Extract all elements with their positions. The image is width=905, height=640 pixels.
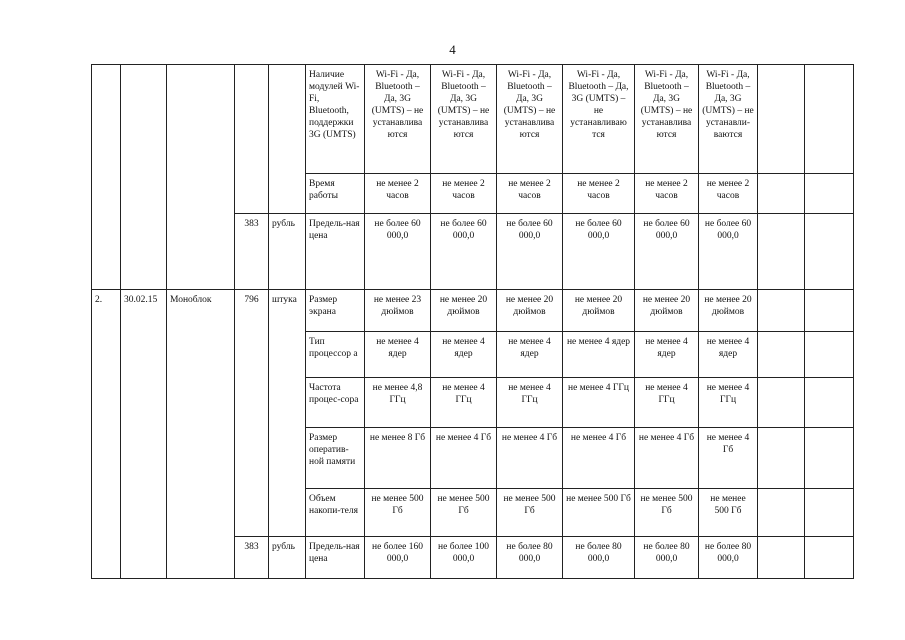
characteristic-name: Объем накопи-теля (306, 489, 365, 537)
empty-cell (805, 332, 854, 378)
value-cell: Wi-Fi - Да, Bluetooth – Да, 3G (UMTS) – не устанавливаю тся (563, 65, 635, 174)
value-cell: не менее 2 часов (431, 174, 497, 214)
item-number-cell (92, 65, 121, 290)
value-cell: не менее 20 дюймов (431, 290, 497, 332)
value-cell: не менее 4 ГГц (497, 378, 563, 428)
value-cell: не более 60 000,0 (699, 214, 758, 290)
empty-cell (805, 378, 854, 428)
okpd-code: 30.02.15 (121, 290, 167, 579)
value-cell: не более 60 000,0 (563, 214, 635, 290)
value-cell: не менее 4 ядер (635, 332, 699, 378)
value-cell: Wi-Fi - Да, Bluetooth – Да, 3G (UMTS) – не устанавлива ются (365, 65, 431, 174)
value-cell: не более 100 000,0 (431, 537, 497, 579)
empty-cell (758, 290, 805, 332)
value-cell: не менее 4 Гб (431, 428, 497, 489)
value-cell: не менее 500 Гб (699, 489, 758, 537)
value-cell: Wi-Fi - Да, Bluetooth – Да, 3G (UMTS) – не устанавлива ются (431, 65, 497, 174)
unit-name: рубль (269, 214, 306, 290)
characteristic-name: Тип процессор а (306, 332, 365, 378)
characteristic-name: Размер оператив-ной памяти (306, 428, 365, 489)
value-cell: не более 80 000,0 (699, 537, 758, 579)
value-cell: Wi-Fi - Да, Bluetooth – Да, 3G (UMTS) – не устанавлива ются (635, 65, 699, 174)
value-cell: не менее 8 Гб (365, 428, 431, 489)
value-cell: не менее 4 ГГц (563, 378, 635, 428)
okei-code-cell (235, 65, 269, 214)
empty-cell (758, 537, 805, 579)
value-cell: не менее 4 Гб (699, 428, 758, 489)
empty-cell (758, 214, 805, 290)
characteristic-name: Предель-ная цена (306, 537, 365, 579)
characteristic-name: Наличие модулей Wi-Fi, Bluetooth, поддержки 3G (UMTS) (306, 65, 365, 174)
empty-cell (758, 378, 805, 428)
okei-code: 796 (235, 290, 269, 537)
empty-cell (758, 174, 805, 214)
value-cell: не более 60 000,0 (635, 214, 699, 290)
value-cell: не более 60 000,0 (431, 214, 497, 290)
value-cell: не менее 500 Гб (431, 489, 497, 537)
value-cell: не менее 4 Гб (635, 428, 699, 489)
value-cell: не менее 4 ядер (563, 332, 635, 378)
empty-cell (805, 489, 854, 537)
value-cell: не менее 500 Гб (635, 489, 699, 537)
value-cell: Wi-Fi - Да, Bluetooth – Да, 3G (UMTS) – не устанавлива ются (497, 65, 563, 174)
value-cell: не менее 500 Гб (563, 489, 635, 537)
unit-name: рубль (269, 537, 306, 579)
value-cell: не менее 4 ядер (699, 332, 758, 378)
table-row (92, 65, 854, 174)
value-cell: не менее 4,8 ГГц (365, 378, 431, 428)
value-cell: не менее 2 часов (635, 174, 699, 214)
empty-cell (805, 290, 854, 332)
value-cell: не более 80 000,0 (497, 537, 563, 579)
value-cell: не более 60 000,0 (497, 214, 563, 290)
value-cell: не менее 4 Гб (563, 428, 635, 489)
page-number: 4 (449, 42, 456, 57)
value-cell: не более 60 000,0 (365, 214, 431, 290)
value-cell: не менее 4 Гб (497, 428, 563, 489)
value-cell: не менее 500 Гб (497, 489, 563, 537)
value-cell: не более 80 000,0 (563, 537, 635, 579)
okei-code: 383 (235, 537, 269, 579)
item-number: 2. (92, 290, 121, 579)
value-cell: не менее 4 ядер (497, 332, 563, 378)
value-cell: не менее 500 Гб (365, 489, 431, 537)
empty-cell (805, 65, 854, 174)
empty-cell (805, 214, 854, 290)
item-name-cell (167, 65, 235, 290)
value-cell: не менее 2 часов (699, 174, 758, 214)
characteristic-name: Размер экрана (306, 290, 365, 332)
characteristic-name: Время работы (306, 174, 365, 214)
value-cell: не менее 20 дюймов (563, 290, 635, 332)
unit-name: штука (269, 290, 306, 537)
value-cell: не менее 2 часов (365, 174, 431, 214)
characteristic-name: Предель-ная цена (306, 214, 365, 290)
empty-cell (758, 332, 805, 378)
value-cell: не менее 20 дюймов (699, 290, 758, 332)
table-row (92, 290, 854, 332)
value-cell: не менее 2 часов (563, 174, 635, 214)
okpd-code-cell (121, 65, 167, 290)
specification-table (91, 64, 854, 579)
unit-name-cell (269, 65, 306, 214)
value-cell: не менее 4 ядер (365, 332, 431, 378)
value-cell: не более 160 000,0 (365, 537, 431, 579)
characteristic-name: Частота процес-сора (306, 378, 365, 428)
value-cell: не менее 4 ГГц (699, 378, 758, 428)
item-name: Моноблок (167, 290, 235, 579)
empty-cell (758, 489, 805, 537)
empty-cell (805, 428, 854, 489)
empty-cell (805, 174, 854, 214)
value-cell: не менее 4 ГГц (635, 378, 699, 428)
value-cell: не менее 20 дюймов (497, 290, 563, 332)
value-cell: не менее 4 ГГц (431, 378, 497, 428)
value-cell: не менее 23 дюймов (365, 290, 431, 332)
value-cell: не менее 20 дюймов (635, 290, 699, 332)
value-cell: Wi-Fi - Да, Bluetooth – Да, 3G (UMTS) – не устанавли-ваются (699, 65, 758, 174)
empty-cell (805, 537, 854, 579)
value-cell: не менее 4 ядер (431, 332, 497, 378)
empty-cell (758, 65, 805, 174)
empty-cell (758, 428, 805, 489)
value-cell: не менее 2 часов (497, 174, 563, 214)
value-cell: не более 80 000,0 (635, 537, 699, 579)
okei-code: 383 (235, 214, 269, 290)
